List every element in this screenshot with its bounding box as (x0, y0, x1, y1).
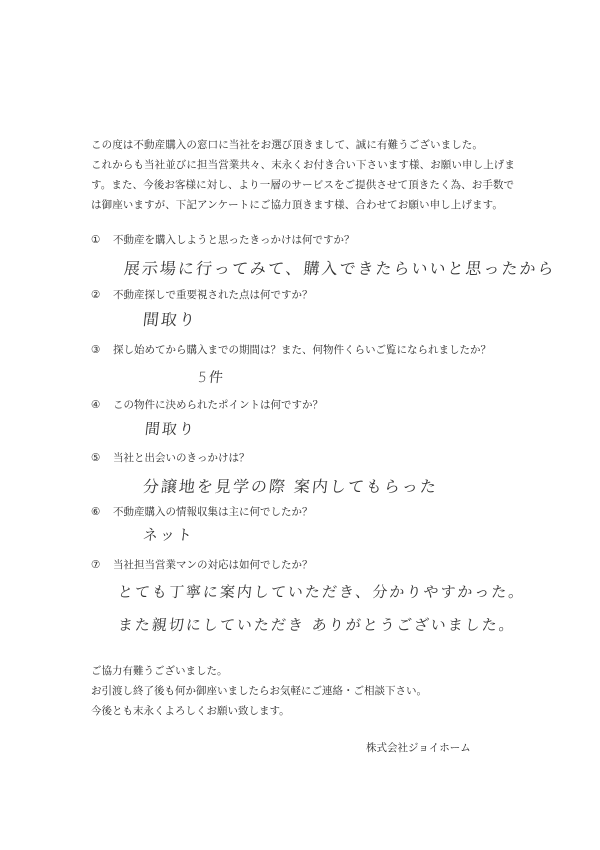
closing-paragraph (91, 661, 427, 721)
answer-6: ネット (142, 526, 195, 544)
question-text: この物件に決められたポイントは何ですか？ (113, 399, 323, 411)
question-7 (91, 557, 313, 572)
answer-5: 分譲地を見学の際 案内してもらった (141, 477, 439, 496)
answer-7-line-1: とても丁寧に案内していただき、分かりやすかった。 (117, 583, 527, 601)
answer-3: 5件 (197, 370, 226, 386)
intro-paragraph (91, 135, 546, 215)
question-text: 探し始めてから購入までの期間は？また、何物件くらいご覧になられましたか？ (113, 344, 491, 356)
question-number: ⑥ (91, 506, 101, 518)
question-number: ④ (91, 399, 101, 411)
answer-2: 間取り (141, 310, 198, 329)
question-4 (91, 397, 323, 412)
question-text: 不動産購入の情報収集は主に何でしたか？ (113, 506, 313, 518)
intro-line: これからも当社並びに担当営業共々、末永くお付き合い下さいます様、お願い申し上げま (91, 159, 515, 171)
question-number: ⑦ (91, 559, 101, 571)
question-number: ② (91, 289, 101, 301)
question-text: 不動産探しで重要視された点は何ですか？ (113, 289, 313, 301)
answer-4: 間取り (144, 420, 197, 438)
question-text: 当社担当営業マンの対応は如何でしたか？ (113, 559, 313, 571)
closing-line: ご協力有難うございました。 (91, 665, 228, 677)
answer-1: 展示場に行ってみて、購入できたらいいと思ったから (122, 259, 557, 278)
intro-line: この度は不動産購入の窓口に当社をお選び頂きまして、誠に有難うございました。 (91, 139, 483, 151)
question-number: ① (91, 234, 101, 246)
intro-line: は御座いますが、下記アンケートにご協力頂きます様、合わせてお願い申し上げます。 (91, 199, 503, 211)
question-number: ③ (91, 344, 101, 356)
closing-line: お引渡し終了後も何か御座いましたらお気軽にご連絡・ご相談下さい。 (91, 685, 427, 697)
question-text: 不動産を購入しようと思ったきっかけは何ですか？ (113, 234, 355, 246)
intro-line: す。また、今後お客様に対し、より一層のサービスをご提供させて頂きたく為、お手数で (91, 179, 515, 191)
company-name: 株式会社ジョイホーム (366, 742, 471, 754)
question-text: 当社と出会いのきっかけは？ (113, 452, 250, 464)
closing-line: 今後とも末永くよろしくお願い致します。 (91, 705, 290, 717)
question-number: ⑤ (91, 452, 101, 464)
question-5 (91, 450, 250, 465)
question-6 (91, 504, 313, 519)
question-1 (91, 232, 355, 247)
question-2 (91, 287, 313, 302)
question-3 (91, 342, 491, 357)
answer-7-line-2: また親切にしていただき ありがとうございました。 (117, 616, 517, 634)
